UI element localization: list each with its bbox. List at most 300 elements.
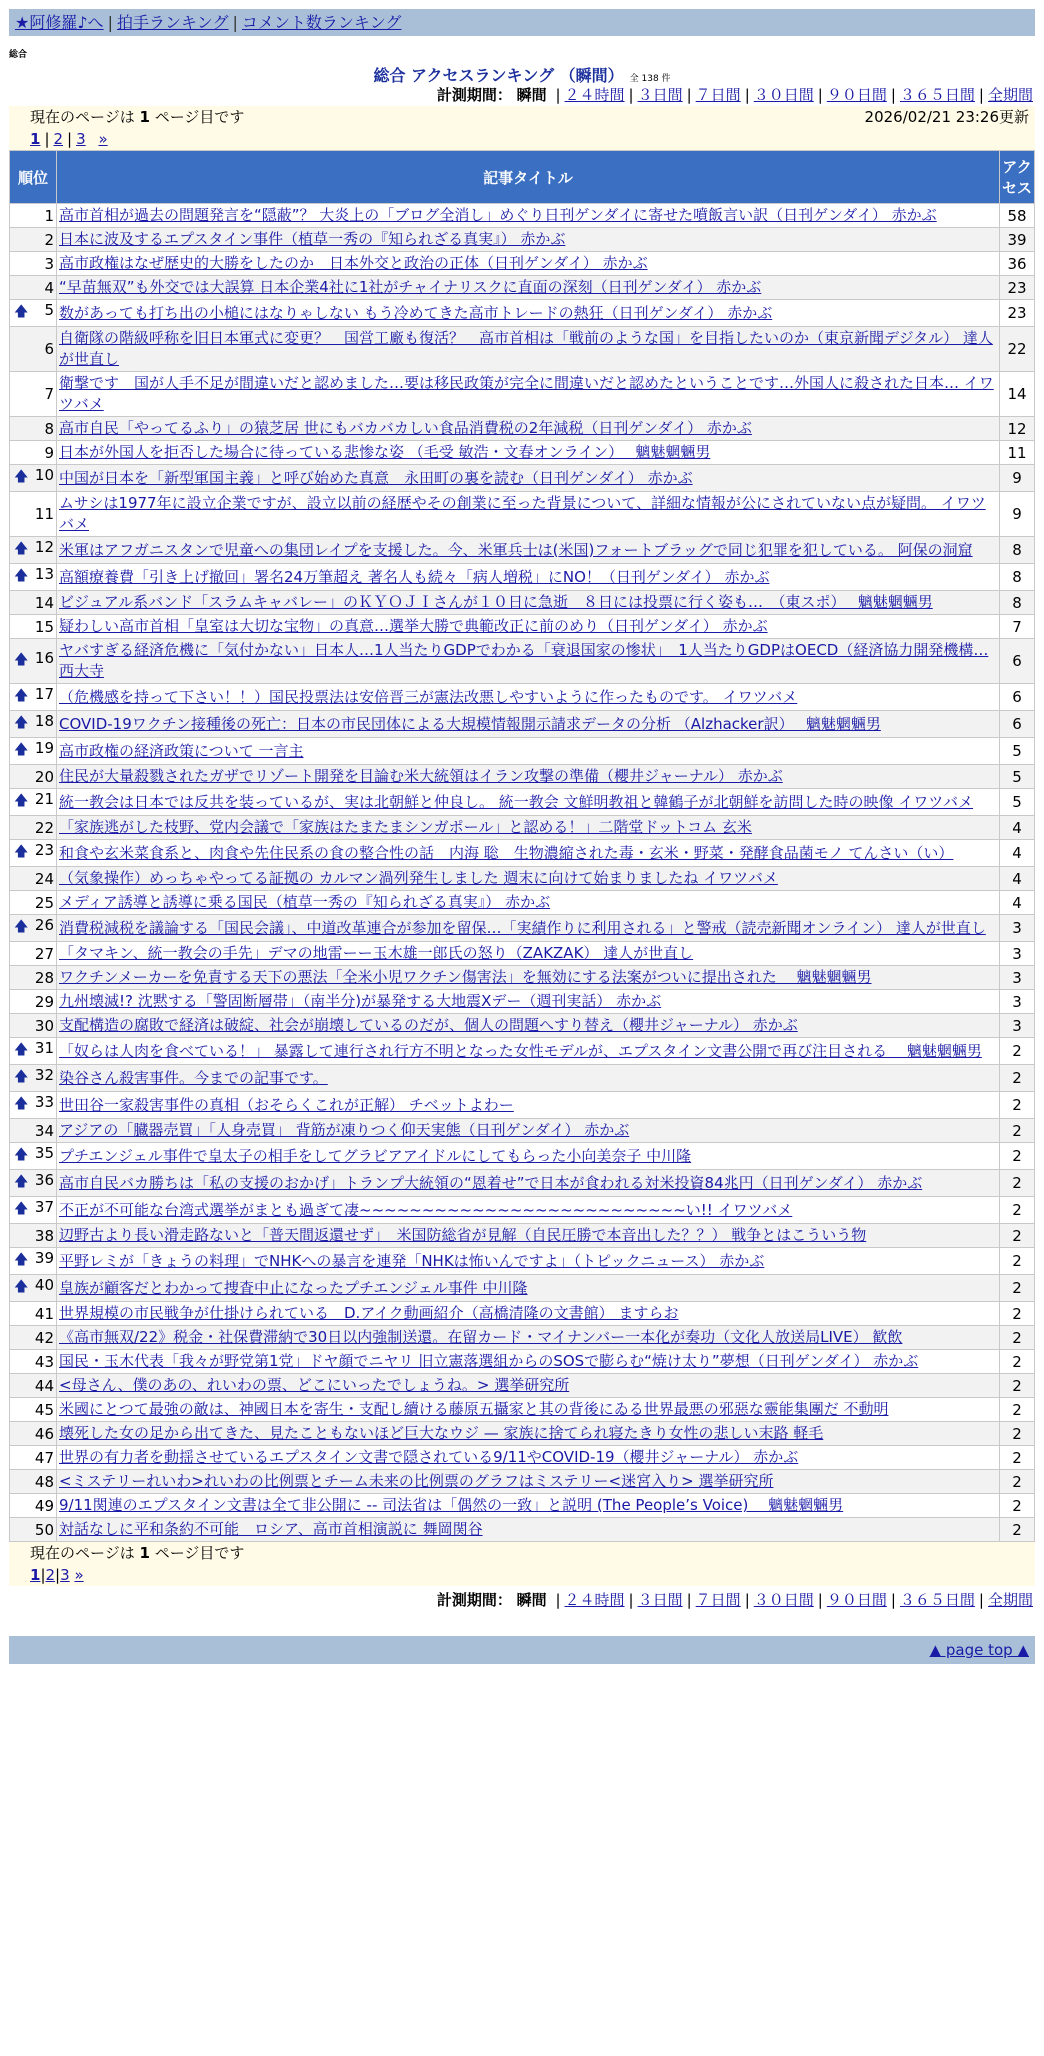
table-row xyxy=(10,327,1034,371)
rank-cell xyxy=(10,252,56,275)
rank-cell xyxy=(10,1224,56,1247)
access-count: 6 xyxy=(1000,684,1034,710)
rank-cell xyxy=(10,1119,56,1142)
title-cell xyxy=(57,327,999,371)
access-count: 3 xyxy=(1000,1014,1034,1037)
table-row xyxy=(10,1092,1034,1118)
table-row xyxy=(10,564,1034,590)
rank-number: 15 xyxy=(34,617,54,636)
table-row xyxy=(10,204,1034,227)
table-row xyxy=(10,1494,1034,1517)
up-arrow-icon: 🡅 xyxy=(14,1174,29,1190)
table-row xyxy=(10,684,1034,710)
title-cell xyxy=(57,684,999,710)
up-arrow-icon: 🡅 xyxy=(14,1252,29,1268)
page-separator: | xyxy=(40,1566,46,1584)
article-link[interactable]: 統一教会は日本では反共を装っているが、実は北朝鮮と仲良し。 統一教会 文鮮明教祖と韓鶴子が北朝鮮を訪問した時の映像 イワツバメ xyxy=(59,792,974,811)
access-count: 8 xyxy=(1000,591,1034,614)
rank-cell xyxy=(10,711,56,737)
access-count: 2 xyxy=(1000,1518,1034,1541)
article-link[interactable]: 《高市無双/22》税金・社保費滞納で30日以内強制送還。在留カード・マイナンバー一本化が奏功（文化人放送局LIVE） 歓飲 xyxy=(59,1328,903,1346)
table-row xyxy=(10,1014,1034,1037)
rank-cell xyxy=(10,1374,56,1397)
page-separator: | xyxy=(44,130,50,148)
article-link[interactable]: プチエンジェル事件で皇太子の相手をしてグラビアアイドルにしてもらった小向美奈子 中川隆 xyxy=(59,1146,692,1165)
category-label: 総合 xyxy=(9,50,28,60)
title-cell xyxy=(57,1494,999,1517)
article-link[interactable]: 対話なしに平和条約不可能 ロシア、高市首相演説に 舞岡関谷 xyxy=(59,1520,483,1538)
period-option-link[interactable]: ７日間 xyxy=(695,86,741,104)
period-separator: | xyxy=(744,86,750,104)
article-link[interactable]: 高市自民「やってるふり」の猿芝居 世にもバカバカしい食品消費税の2年減税（日刊ゲンダイ） 赤かぶ xyxy=(59,419,752,437)
up-arrow-icon: 🡅 xyxy=(14,1042,29,1058)
article-link[interactable]: 高市自民バカ勝ちは「私の支援のおかげ」トランプ大統領の“恩着せ”で日本が食われる対米投資84兆円（日刊ゲンダイ） 赤かぶ xyxy=(59,1173,923,1192)
rank-number: 19 xyxy=(34,739,54,757)
rank-number: 26 xyxy=(34,916,54,934)
nav-separator: | xyxy=(107,13,113,32)
rank-number: 27 xyxy=(34,944,54,963)
rank-cell xyxy=(10,465,56,491)
access-count: 4 xyxy=(1000,840,1034,866)
title-cell xyxy=(57,441,999,464)
up-arrow-icon: 🡅 xyxy=(14,469,29,485)
rank-cell xyxy=(10,1302,56,1325)
up-arrow-icon: 🡅 xyxy=(14,1279,29,1295)
rank-number: 32 xyxy=(34,1066,54,1084)
period-option-link[interactable]: ３６５日間 xyxy=(899,1591,975,1609)
article-link[interactable]: “早苗無双”も外交では大誤算 日本企業4社に1社がチャイナリスクに直面の深刻（日刊ゲンダイ） 赤かぶ xyxy=(59,278,762,296)
article-link[interactable]: 米國にとつて最強の敵は、神國日本を寄生・支配し續ける藤原五攝家と其の背後にゐる世界最悪の邪惡な靈能集團だ 不動明 xyxy=(59,1400,889,1418)
rank-header: 順位 xyxy=(10,151,56,203)
next-page-link[interactable]: » xyxy=(98,130,108,148)
article-link[interactable]: 数があっても打ち出の小槌にはなりゃしない もう冷めてきた高市トレードの熱狂（日刊ゲンダイ） 赤かぶ xyxy=(59,303,773,322)
up-arrow-icon: 🡅 xyxy=(14,568,29,584)
access-count: 3 xyxy=(1000,915,1034,941)
title-cell xyxy=(57,276,999,299)
access-count: 2 xyxy=(1000,1326,1034,1349)
rank-cell xyxy=(10,1248,56,1274)
period-option-link[interactable]: 全期間 xyxy=(987,86,1033,104)
title-cell xyxy=(57,615,999,638)
access-count: 2 xyxy=(1000,1092,1034,1118)
period-option-link[interactable]: ３０日間 xyxy=(753,1591,814,1609)
article-link[interactable]: アジアの「臓器売買」「人身売買」 背筋が凍りつく仰天実態（日刊ゲンダイ） 赤かぶ xyxy=(59,1121,630,1139)
rank-cell xyxy=(10,789,56,815)
article-link[interactable]: 高市政権はなぜ歴史的大勝をしたのか 日本外交と政治の正体（日刊ゲンダイ） 赤かぶ xyxy=(59,254,648,272)
rank-cell xyxy=(10,228,56,251)
up-arrow-icon: 🡅 xyxy=(14,304,29,320)
access-count: 9 xyxy=(1000,492,1034,536)
access-count: 3 xyxy=(1000,942,1034,965)
period-option-link[interactable]: ９０日間 xyxy=(826,86,887,104)
rank-number: 12 xyxy=(34,538,54,556)
rank-number: 9 xyxy=(44,443,54,462)
article-link[interactable]: 中国が日本を「新型軍国主義」と呼び始めた真意 永田町の裏を読む（日刊ゲンダイ） 赤かぶ xyxy=(59,468,693,487)
access-count: 4 xyxy=(1000,867,1034,890)
table-row xyxy=(10,789,1034,815)
rank-number: 21 xyxy=(34,790,54,808)
rank-number: 16 xyxy=(34,649,54,667)
rank-number: 42 xyxy=(34,1328,54,1347)
access-count: 2 xyxy=(1000,1248,1034,1274)
period-option-link[interactable]: ９０日間 xyxy=(826,1591,887,1609)
page-link[interactable]: 1 xyxy=(30,130,41,148)
access-count: 12 xyxy=(1000,417,1034,440)
next-page-link[interactable]: » xyxy=(74,1566,84,1584)
title-cell xyxy=(57,840,999,866)
table-row xyxy=(10,1248,1034,1274)
article-link[interactable]: 米軍はアフガニスタンで児童への集団レイプを支援した。今、米軍兵士は(米国)フォートブラッグで同じ犯罪を犯している。 阿保の洞窟 xyxy=(59,540,973,559)
rank-number: 22 xyxy=(34,818,54,837)
table-row xyxy=(10,492,1034,536)
rank-cell xyxy=(10,840,56,866)
article-link[interactable]: 9/11関連のエプスタイン文書は全て非公開に -- 司法省は「偶然の一致」と説明 (The People’s Voice) 魑魅魍魎男 xyxy=(59,1496,844,1514)
article-link[interactable]: 世田谷一家殺害事件の真相（おそらくこれが正解） チベットよわー xyxy=(59,1095,514,1114)
table-row xyxy=(10,1350,1034,1373)
title-cell xyxy=(57,990,999,1013)
rank-number: 46 xyxy=(34,1424,54,1443)
article-link[interactable]: 高市首相が過去の問題発言を“隠蔽”？ 大炎上の「ブログ全消し」めぐり日刊ゲンダイに寄せた噴飯言い訳（日刊ゲンダイ） 赤かぶ xyxy=(59,206,937,224)
rank-cell xyxy=(10,591,56,614)
access-count: 5 xyxy=(1000,765,1034,788)
table-row xyxy=(10,915,1034,941)
table-row xyxy=(10,300,1034,326)
table-row xyxy=(10,867,1034,890)
title-cell xyxy=(57,942,999,965)
article-link[interactable]: 辺野古より長い滑走路ないと「普天間返還せず」 米国防総省が見解（自民圧勝で本音出した？？） 戦争とはこういう物 xyxy=(59,1226,867,1244)
period-separator: | xyxy=(890,86,896,104)
table-row xyxy=(10,1374,1034,1397)
period-current: 瞬間 xyxy=(516,1591,547,1609)
title-cell xyxy=(57,1038,999,1064)
footer-bar xyxy=(9,1636,1035,1664)
current-page-text: 現在のページは 1 ページ目です xyxy=(30,1544,245,1562)
rank-number: 40 xyxy=(34,1276,54,1294)
rank-cell xyxy=(10,990,56,1013)
period-separator: | xyxy=(628,1591,634,1609)
rank-cell xyxy=(10,1518,56,1541)
table-row xyxy=(10,252,1034,275)
period-separator: | xyxy=(890,1591,896,1609)
table-row xyxy=(10,840,1034,866)
article-link[interactable]: 平野レミが「きょうの料理」でNHKへの暴言を連発「NHKは怖いんですよ」（トピックニュース） 赤かぶ xyxy=(59,1251,765,1270)
table-row xyxy=(10,738,1034,764)
page-top-link[interactable]: ▲ page top ▲ xyxy=(929,1641,1029,1659)
rank-number: 13 xyxy=(34,565,54,583)
page-link[interactable]: 3 xyxy=(60,1566,70,1584)
page-links xyxy=(15,128,1029,150)
page-link[interactable]: 1 xyxy=(30,1566,41,1584)
rank-number: 2 xyxy=(44,230,54,249)
rank-number: 48 xyxy=(34,1472,54,1491)
rank-cell xyxy=(10,1350,56,1373)
rank-cell xyxy=(10,684,56,710)
access-count: 4 xyxy=(1000,816,1034,839)
table-row xyxy=(10,891,1034,914)
rank-cell xyxy=(10,816,56,839)
table-row xyxy=(10,1224,1034,1247)
title-cell xyxy=(57,1119,999,1142)
period-selector-bottom xyxy=(0,1589,1033,1611)
rank-number: 41 xyxy=(34,1304,54,1323)
rank-cell xyxy=(10,1326,56,1349)
rank-cell xyxy=(10,1065,56,1091)
table-row xyxy=(10,990,1034,1013)
rank-number: 11 xyxy=(34,505,54,523)
article-link[interactable]: 日本に波及するエプスタイン事件（植草一秀の『知られざる真実』） 赤かぶ xyxy=(59,230,566,248)
table-row xyxy=(10,1518,1034,1541)
article-link[interactable]: 「タマキン、統一教会の手先」デマの地雷ーー玉木雄一郎氏の怒り（ZAKZAK） 達人が世直し xyxy=(59,944,694,962)
title-cell xyxy=(57,1197,999,1223)
article-link[interactable]: 染谷さん殺害事件。今までの記事です。 xyxy=(59,1068,328,1087)
rank-number: 5 xyxy=(44,301,54,319)
access-count: 36 xyxy=(1000,252,1034,275)
access-count: 39 xyxy=(1000,228,1034,251)
article-link[interactable]: 自衛隊の階級呼称を旧日本軍式に変更？ 国営工廠も復活？ 高市首相は「戦前のような国」を目指したいのか（東京新聞デジタル） 達人が世直し xyxy=(59,329,993,368)
title-cell xyxy=(57,1248,999,1274)
article-link[interactable]: 皇族が顧客だとわかって捜査中止になったプチエンジェル事件 中川隆 xyxy=(59,1278,528,1297)
rank-cell xyxy=(10,1494,56,1517)
title-cell xyxy=(57,765,999,788)
rank-cell xyxy=(10,300,56,326)
article-link[interactable]: 衛撃です 国が人手不足が間違いだと認めました…要は移民政策が完全に間違いだと認めたということです…外国人に殺された日本… イワツバメ xyxy=(59,374,994,413)
top-nav-bar xyxy=(9,9,1035,36)
rank-cell xyxy=(10,1422,56,1445)
article-link[interactable]: 壊死した女の足から出てきた、見たこともないほど巨大なウジ — 家族に捨てられ寝たきり女性の悲しい末路 軽毛 xyxy=(59,1424,824,1442)
article-link[interactable]: 高額療養費「引き上げ撤回」署名24万筆超え 著名人も続々「病人増税」にNO！（日刊ゲンダイ） 赤かぶ xyxy=(59,567,770,586)
table-row xyxy=(10,537,1034,563)
period-option-link[interactable]: ３６５日間 xyxy=(899,86,975,104)
rank-number: 34 xyxy=(34,1121,54,1140)
rank-number: 20 xyxy=(34,767,54,786)
title-cell xyxy=(57,1446,999,1469)
article-link[interactable]: 九州壊滅!? 沈黙する「警固断層帯」（南半分)が暴発する大地震Xデー（週刊実話） 赤かぶ xyxy=(59,992,662,1010)
table-row xyxy=(10,1170,1034,1196)
table-row xyxy=(10,276,1034,299)
title-cell xyxy=(57,1170,999,1196)
nav-separator: | xyxy=(232,13,238,32)
access-count: 6 xyxy=(1000,711,1034,737)
rank-number: 14 xyxy=(34,593,54,612)
rank-number: 38 xyxy=(34,1226,54,1245)
access-count: 7 xyxy=(1000,615,1034,638)
table-row xyxy=(10,1326,1034,1349)
up-arrow-icon: 🡅 xyxy=(14,1096,29,1112)
article-link[interactable]: 高市政権の経済政策について 一言主 xyxy=(59,741,304,760)
article-link[interactable]: 不正が不可能な台湾式選挙がまとも過ぎて凄~~~~~~~~~~~~~~~~~~~~~~~~~~い!! イワツバメ xyxy=(59,1200,793,1219)
access-count: 23 xyxy=(1000,300,1034,326)
comment-ranking-link[interactable]: コメント数ランキング xyxy=(241,13,402,32)
rank-cell xyxy=(10,639,56,683)
table-row xyxy=(10,1119,1034,1142)
table-row xyxy=(10,1422,1034,1445)
title-cell xyxy=(57,1302,999,1325)
rank-cell xyxy=(10,1092,56,1118)
period-option-link[interactable]: ３日間 xyxy=(637,86,683,104)
access-count: 2 xyxy=(1000,1374,1034,1397)
article-link[interactable]: 「家族逃がした枝野、党内会議で「家族はたまたまシンガポール」と認める！」二階堂ドットコム 玄米 xyxy=(59,818,752,836)
article-link[interactable]: ヤバすぎる経済危機に「気付かない」日本人…1人当たりGDPでわかる「衰退国家の惨状」 1人当たりGDPはOECD（経済協力開発機構… 西大寺 xyxy=(59,641,989,680)
title-cell xyxy=(57,816,999,839)
title-cell xyxy=(57,915,999,941)
page-link[interactable]: 3 xyxy=(76,130,86,148)
rank-number: 44 xyxy=(34,1376,54,1395)
title-cell xyxy=(57,465,999,491)
rank-number: 49 xyxy=(34,1496,54,1515)
period-separator: | xyxy=(744,1591,750,1609)
title-cell xyxy=(57,1143,999,1169)
rank-cell xyxy=(10,564,56,590)
access-count: 23 xyxy=(1000,276,1034,299)
up-arrow-icon: 🡅 xyxy=(14,1147,29,1163)
title-cell xyxy=(57,1092,999,1118)
rank-cell xyxy=(10,867,56,890)
rank-cell xyxy=(10,1038,56,1064)
title-cell xyxy=(57,492,999,536)
rank-number: 6 xyxy=(44,340,54,358)
article-link[interactable]: 世界の有力者を動揺させているエプスタイン文書で隠されている9/11やCOVID-19（櫻井ジャーナル） 赤かぶ xyxy=(59,1448,799,1466)
article-link[interactable]: 和食や玄米菜食系と、肉食や先住民系の食の整合性の話 内海 聡 生物濃縮された毒・玄米・野菜・発酵食品菌モノ てんさい（い） xyxy=(59,843,954,862)
page-title: 総合 アクセスランキング （瞬間） xyxy=(373,66,624,85)
article-link[interactable]: （気象操作）めっちゃやってる証拠の カルマン渦列発生しました 週末に向けて始まりましたね イワツバメ xyxy=(59,869,778,887)
title-cell xyxy=(57,1275,999,1301)
article-link[interactable]: 世界規模の市民戦争が仕掛けられている D.アイク動画紹介（高橋清隆の文書館） ますらお xyxy=(59,1304,679,1322)
up-arrow-icon: 🡅 xyxy=(14,1069,29,1085)
period-current: 瞬間 xyxy=(516,86,547,104)
article-link[interactable]: 支配構造の腐敗で経済は破綻、社会が崩壊しているのだが、個人の問題へすり替え（櫻井ジャーナル） 赤かぶ xyxy=(59,1016,798,1034)
period-option-link[interactable]: ２４時間 xyxy=(564,86,625,104)
article-link[interactable]: <ミステリーれいわ>れいわの比例票とチーム未来の比例票のグラフはミステリー<迷宮入り> 選挙研究所 xyxy=(59,1472,774,1490)
article-link[interactable]: 「奴らは人肉を食べている！」 暴露して連行され行方不明となった女性モデルが、エプスタイン文書公開で再び注目される 魑魅魍魎男 xyxy=(59,1041,982,1060)
article-link[interactable]: ワクチンメーカーを免責する天下の悪法「全米小児ワクチン傷害法」を無効にする法案がついに提出された 魑魅魍魎男 xyxy=(59,968,872,986)
table-row xyxy=(10,441,1034,464)
rank-number: 3 xyxy=(44,254,54,273)
article-link[interactable]: メディア誘導と誘導に乗る国民（植草一秀の『知られざる真実』） 赤かぶ xyxy=(59,893,551,911)
rank-number: 7 xyxy=(44,385,54,403)
period-option-link[interactable]: ３日間 xyxy=(637,1591,683,1609)
period-option-link[interactable]: ２４時間 xyxy=(564,1591,625,1609)
access-count: 2 xyxy=(1000,1038,1034,1064)
table-row xyxy=(10,711,1034,737)
up-arrow-icon: 🡅 xyxy=(14,688,29,704)
title-cell xyxy=(57,711,999,737)
article-link[interactable]: ムサシは1977年に設立企業ですが、設立以前の経歴やその創業に至った背景について、詳細な情報が公にされていない点が疑問。 イワツバメ xyxy=(59,494,986,533)
table-row xyxy=(10,765,1034,788)
article-link[interactable]: COVID-19ワクチン接種後の死亡：日本の市民団体による大規模情報開示請求データの分析 （Alzhacker訳） 魑魅魍魎男 xyxy=(59,714,881,733)
rank-cell xyxy=(10,915,56,941)
article-link[interactable]: <母さん、僕のあの、れいわの票、どこにいったでしょうね。> 選挙研究所 xyxy=(59,1376,570,1394)
article-link[interactable]: 国民・玉木代表「我々が野党第1党」ドヤ顔でニヤリ 旧立憲落選組からのSOSで膨らむ“焼け太り”夢想（日刊ゲンダイ） 赤かぶ xyxy=(59,1352,919,1370)
article-link[interactable]: 消費税減税を議論する「国民会議」、中道改革連合が参加を留保…「実績作りに利用される」と警戒（読売新聞オンライン） 達人が世直し xyxy=(59,918,986,937)
title-cell xyxy=(57,1422,999,1445)
table-row xyxy=(10,1302,1034,1325)
article-link[interactable]: （危機感を持って下さい！！）国民投票法は安倍晋三が憲法改悪しやすいように作ったものです。 イワツバメ xyxy=(59,687,798,706)
access-count: 4 xyxy=(1000,891,1034,914)
page-link[interactable]: 2 xyxy=(53,130,64,148)
title-cell xyxy=(57,300,999,326)
item-count: 全 138 件 xyxy=(629,74,671,84)
pager-bottom xyxy=(9,1542,1035,1586)
table-row xyxy=(10,1470,1034,1493)
rank-cell xyxy=(10,372,56,416)
access-count: 2 xyxy=(1000,1470,1034,1493)
rank-cell xyxy=(10,327,56,371)
access-count: 2 xyxy=(1000,1275,1034,1301)
rank-number: 33 xyxy=(34,1093,54,1111)
title-cell xyxy=(57,591,999,614)
access-count: 22 xyxy=(1000,327,1034,371)
access-count: 2 xyxy=(1000,1422,1034,1445)
page-link[interactable]: 2 xyxy=(45,1566,56,1584)
updated-timestamp: 2026/02/21 23:26更新 xyxy=(864,108,1029,126)
period-option-link[interactable]: 全期間 xyxy=(987,1591,1033,1609)
table-row xyxy=(10,465,1034,491)
table-row xyxy=(10,1197,1034,1223)
access-count: 2 xyxy=(1000,1119,1034,1142)
page-separator: | xyxy=(67,130,73,148)
rank-cell xyxy=(10,417,56,440)
rank-number: 39 xyxy=(34,1249,54,1267)
title-cell xyxy=(57,204,999,227)
title-cell xyxy=(57,1398,999,1421)
rank-number: 25 xyxy=(34,893,54,912)
title-cell xyxy=(57,1374,999,1397)
title-cell xyxy=(57,867,999,890)
period-separator: | xyxy=(686,86,692,104)
article-link[interactable]: 住民が大量殺戮されたガザでリゾート開発を目論む米大統領はイラン攻撃の準備（櫻井ジャーナル） 赤かぶ xyxy=(59,767,783,785)
title-cell xyxy=(57,372,999,416)
applause-ranking-link[interactable]: 拍手ランキング xyxy=(116,13,229,32)
access-count: 2 xyxy=(1000,1143,1034,1169)
title-cell xyxy=(57,537,999,563)
article-link[interactable]: 日本が外国人を拒否した場合に待っている悲惨な姿 （毛受 敏浩・文春オンライン） 魑魅魍魎男 xyxy=(59,443,711,461)
rank-number: 28 xyxy=(34,968,54,987)
period-separator: | xyxy=(817,86,823,104)
page-links xyxy=(15,1564,1029,1586)
rank-cell xyxy=(10,1197,56,1223)
rank-number: 17 xyxy=(34,685,54,703)
rank-cell xyxy=(10,276,56,299)
period-separator: | xyxy=(978,86,984,104)
period-separator: | xyxy=(555,1591,561,1609)
up-arrow-icon: 🡅 xyxy=(14,715,29,731)
up-arrow-icon: 🡅 xyxy=(14,844,29,860)
access-count: 11 xyxy=(1000,441,1034,464)
page-title-row xyxy=(0,63,1044,84)
title-cell xyxy=(57,966,999,989)
period-selector-top xyxy=(0,84,1033,106)
article-link[interactable]: 疑わしい高市首相「皇室は大切な宝物」の真意…選挙大勝で典範改正に前のめり（日刊ゲンダイ） 赤かぶ xyxy=(59,617,768,635)
rank-number: 35 xyxy=(34,1144,54,1162)
title-cell xyxy=(57,738,999,764)
title-header: 記事タイトル xyxy=(57,151,999,203)
article-link[interactable]: ビジュアル系バンド「スラムキャバレー」のＫＹＯＪＩさんが１０日に急逝 ８日には投票に行く姿も… （東スポ） 魑魅魍魎男 xyxy=(59,593,933,611)
table-row xyxy=(10,615,1034,638)
access-count: 9 xyxy=(1000,465,1034,491)
up-arrow-icon: 🡅 xyxy=(14,919,29,935)
rank-number: 36 xyxy=(34,1171,54,1189)
home-link[interactable]: ★阿修羅♪へ xyxy=(15,13,104,32)
up-arrow-icon: 🡅 xyxy=(14,541,29,557)
rank-cell xyxy=(10,1470,56,1493)
period-option-link[interactable]: ７日間 xyxy=(695,1591,741,1609)
rank-number: 29 xyxy=(34,992,54,1011)
rank-number: 30 xyxy=(34,1016,54,1035)
access-count: 2 xyxy=(1000,1398,1034,1421)
period-option-link[interactable]: ３０日間 xyxy=(753,86,814,104)
rank-cell xyxy=(10,1446,56,1469)
table-row xyxy=(10,816,1034,839)
